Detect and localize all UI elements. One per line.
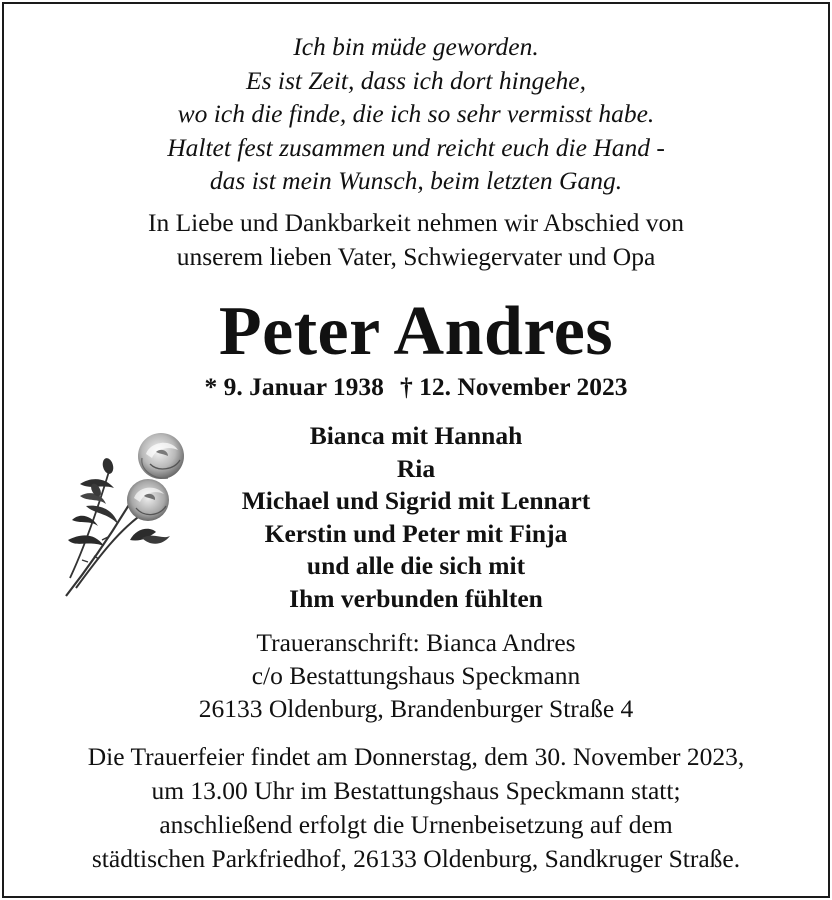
address-line: c/o Bestattungshaus Speckmann [251, 661, 581, 690]
mourner-line: Ihm verbunden fühlten [289, 583, 543, 613]
ceremony-line: städtischen Parkfriedhof, 26133 Oldenburg, Sandkruger Straße. [91, 844, 741, 873]
address-line: 26133 Oldenburg, Brandenburger Straße 4 [198, 694, 634, 723]
poem-line: das ist mein Wunsch, beim letzten Gang. [209, 166, 623, 195]
intro-line: unserem lieben Vater, Schwiegervater und Opa [176, 241, 656, 271]
mourner-line: Bianca mit Hannah [309, 421, 523, 450]
ceremony-line: Die Trauerfeier findet am Donnerstag, dem 30. November 2023, [87, 742, 745, 771]
address-line: Traueranschrift: Bianca Andres [256, 628, 576, 657]
mourner-line: Michael und Sigrid mit Lennart [241, 486, 591, 516]
mourner-line: und alle die sich mit [306, 551, 526, 581]
mourners-list [0, 420, 832, 616]
poem-line: Haltet fest zusammen und reicht euch die Hand - [167, 132, 665, 162]
intro-text [0, 206, 832, 273]
poem-line: Es ist Zeit, dass ich dort hingehe, [246, 65, 586, 95]
birth-date: * 9. Januar 1938 [204, 372, 384, 401]
mourner-line: Ria [396, 453, 436, 483]
poem-line: wo ich die finde, die ich so sehr vermisst habe. [177, 99, 655, 128]
poem-line: Ich bin müde geworden. [293, 32, 539, 61]
ceremony-info [0, 740, 832, 876]
mourner-line: Kerstin und Peter mit Finja [264, 518, 568, 548]
death-date: † 12. November 2023 [399, 372, 628, 401]
ceremony-line: anschließend erfolgt die Urnenbeisetzung auf dem [159, 810, 673, 839]
deceased-name: Peter Andres [218, 293, 614, 370]
intro-line: In Liebe und Dankbarkeit nehmen wir Abschied von [147, 208, 685, 237]
ceremony-line: um 13.00 Uhr im Bestattungshaus Speckmann statt; [151, 776, 681, 805]
mourning-address [0, 626, 832, 725]
life-dates [0, 370, 832, 404]
poem [0, 30, 832, 198]
